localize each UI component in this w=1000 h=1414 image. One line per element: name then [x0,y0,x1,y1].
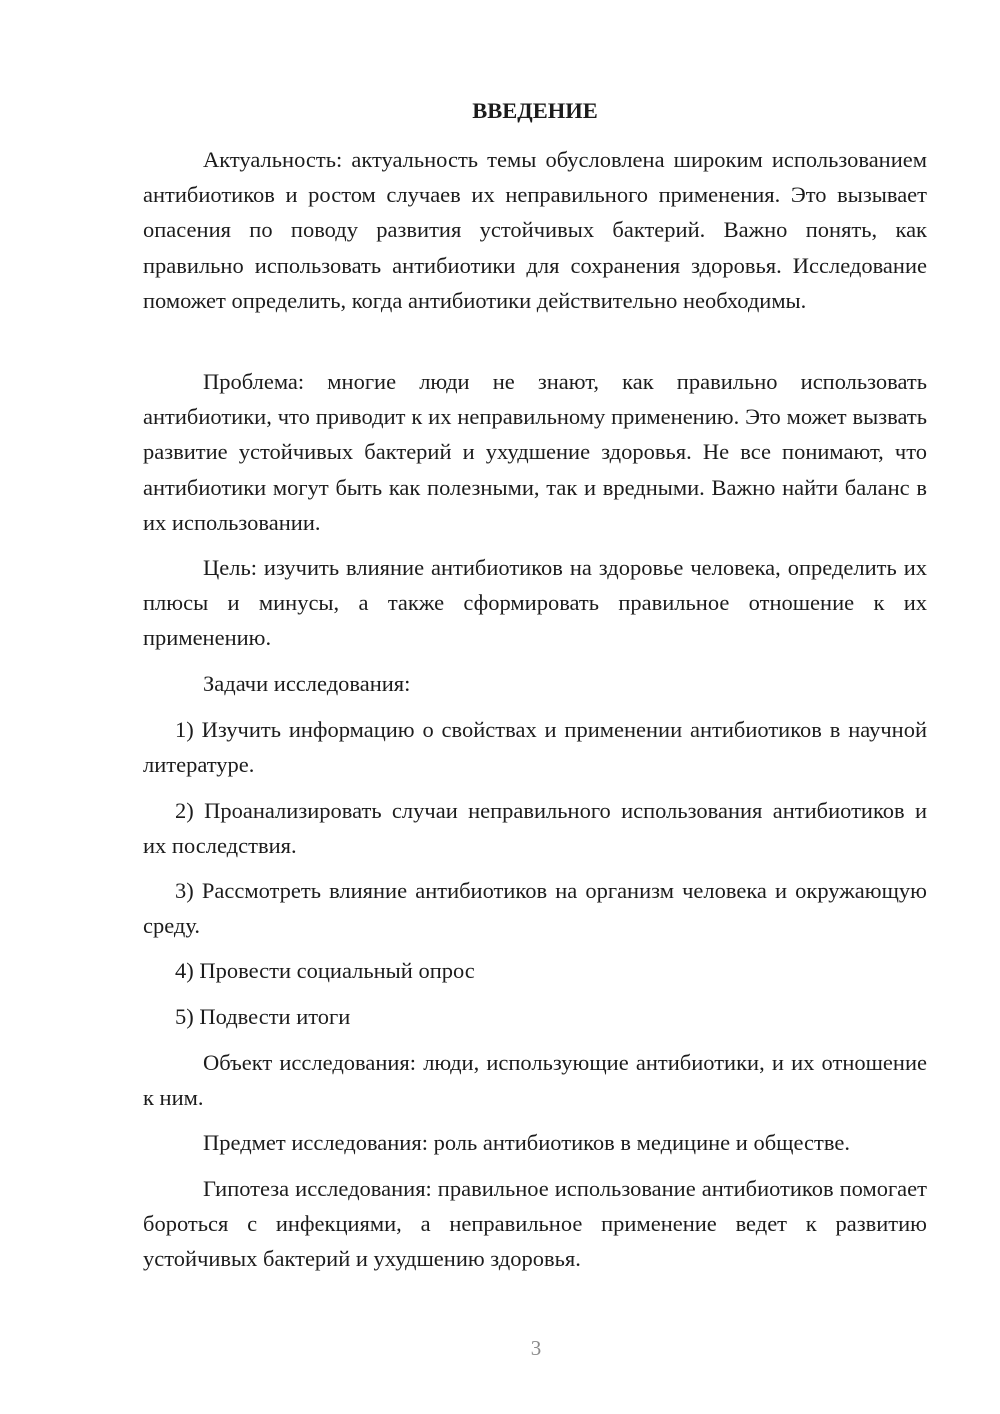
task-item: 1) Изучить информацию о свойствах и применении антибиотиков в научной литературе. [143,717,927,778]
problem-paragraph: Проблема: многие люди не знают, как правильно использовать антибиотики, что приводит к их неправильному применению. Это может вызвать развитие устойчивых бактерий и ухудшение здоровья. Не все понимают, что антибиотики могут быть как полезными, так и вредными. Важно найти баланс в их использовании. [143,369,927,535]
tasks-heading: Задачи исследования: [203,671,411,696]
subject-paragraph: Предмет исследования: роль антибиотиков в медицине и обществе. [203,1130,850,1155]
task-item: 2) Проанализировать случаи неправильного использования антибиотиков и их последствия. [143,798,927,859]
task-item: 3) Рассмотреть влияние антибиотиков на организм человека и окружающую среду. [143,878,927,939]
page-title: ВВЕДЕНИЕ [472,98,598,123]
relevance-paragraph: Актуальность: актуальность темы обусловлена широким использованием антибиотиков и ростом случаев их неправильного применения. Это вызывает опасения по поводу развития устойчивых бактерий. Важно понять, как правильно использовать антибиотики для сохранения здоровья. Исследование поможет определить, когда антибиотики действительно необходимы. [143,147,927,313]
task-item: 5) Подвести итоги [175,1004,351,1029]
hypothesis-paragraph: Гипотеза исследования: правильное использование антибиотиков помогает бороться с инфекциями, а неправильное применение ведет к развитию устойчивых бактерий и ухудшению здоровья. [143,1176,927,1272]
page-number: 3 [530,1336,542,1360]
task-item: 4) Провести социальный опрос [175,958,475,983]
goal-paragraph: Цель: изучить влияние антибиотиков на здоровье человека, определить их плюсы и минусы, а также сформировать правильное отношение к их применению. [143,555,927,651]
object-paragraph: Объект исследования: люди, использующие антибиотики, и их отношение к ним. [143,1050,927,1111]
